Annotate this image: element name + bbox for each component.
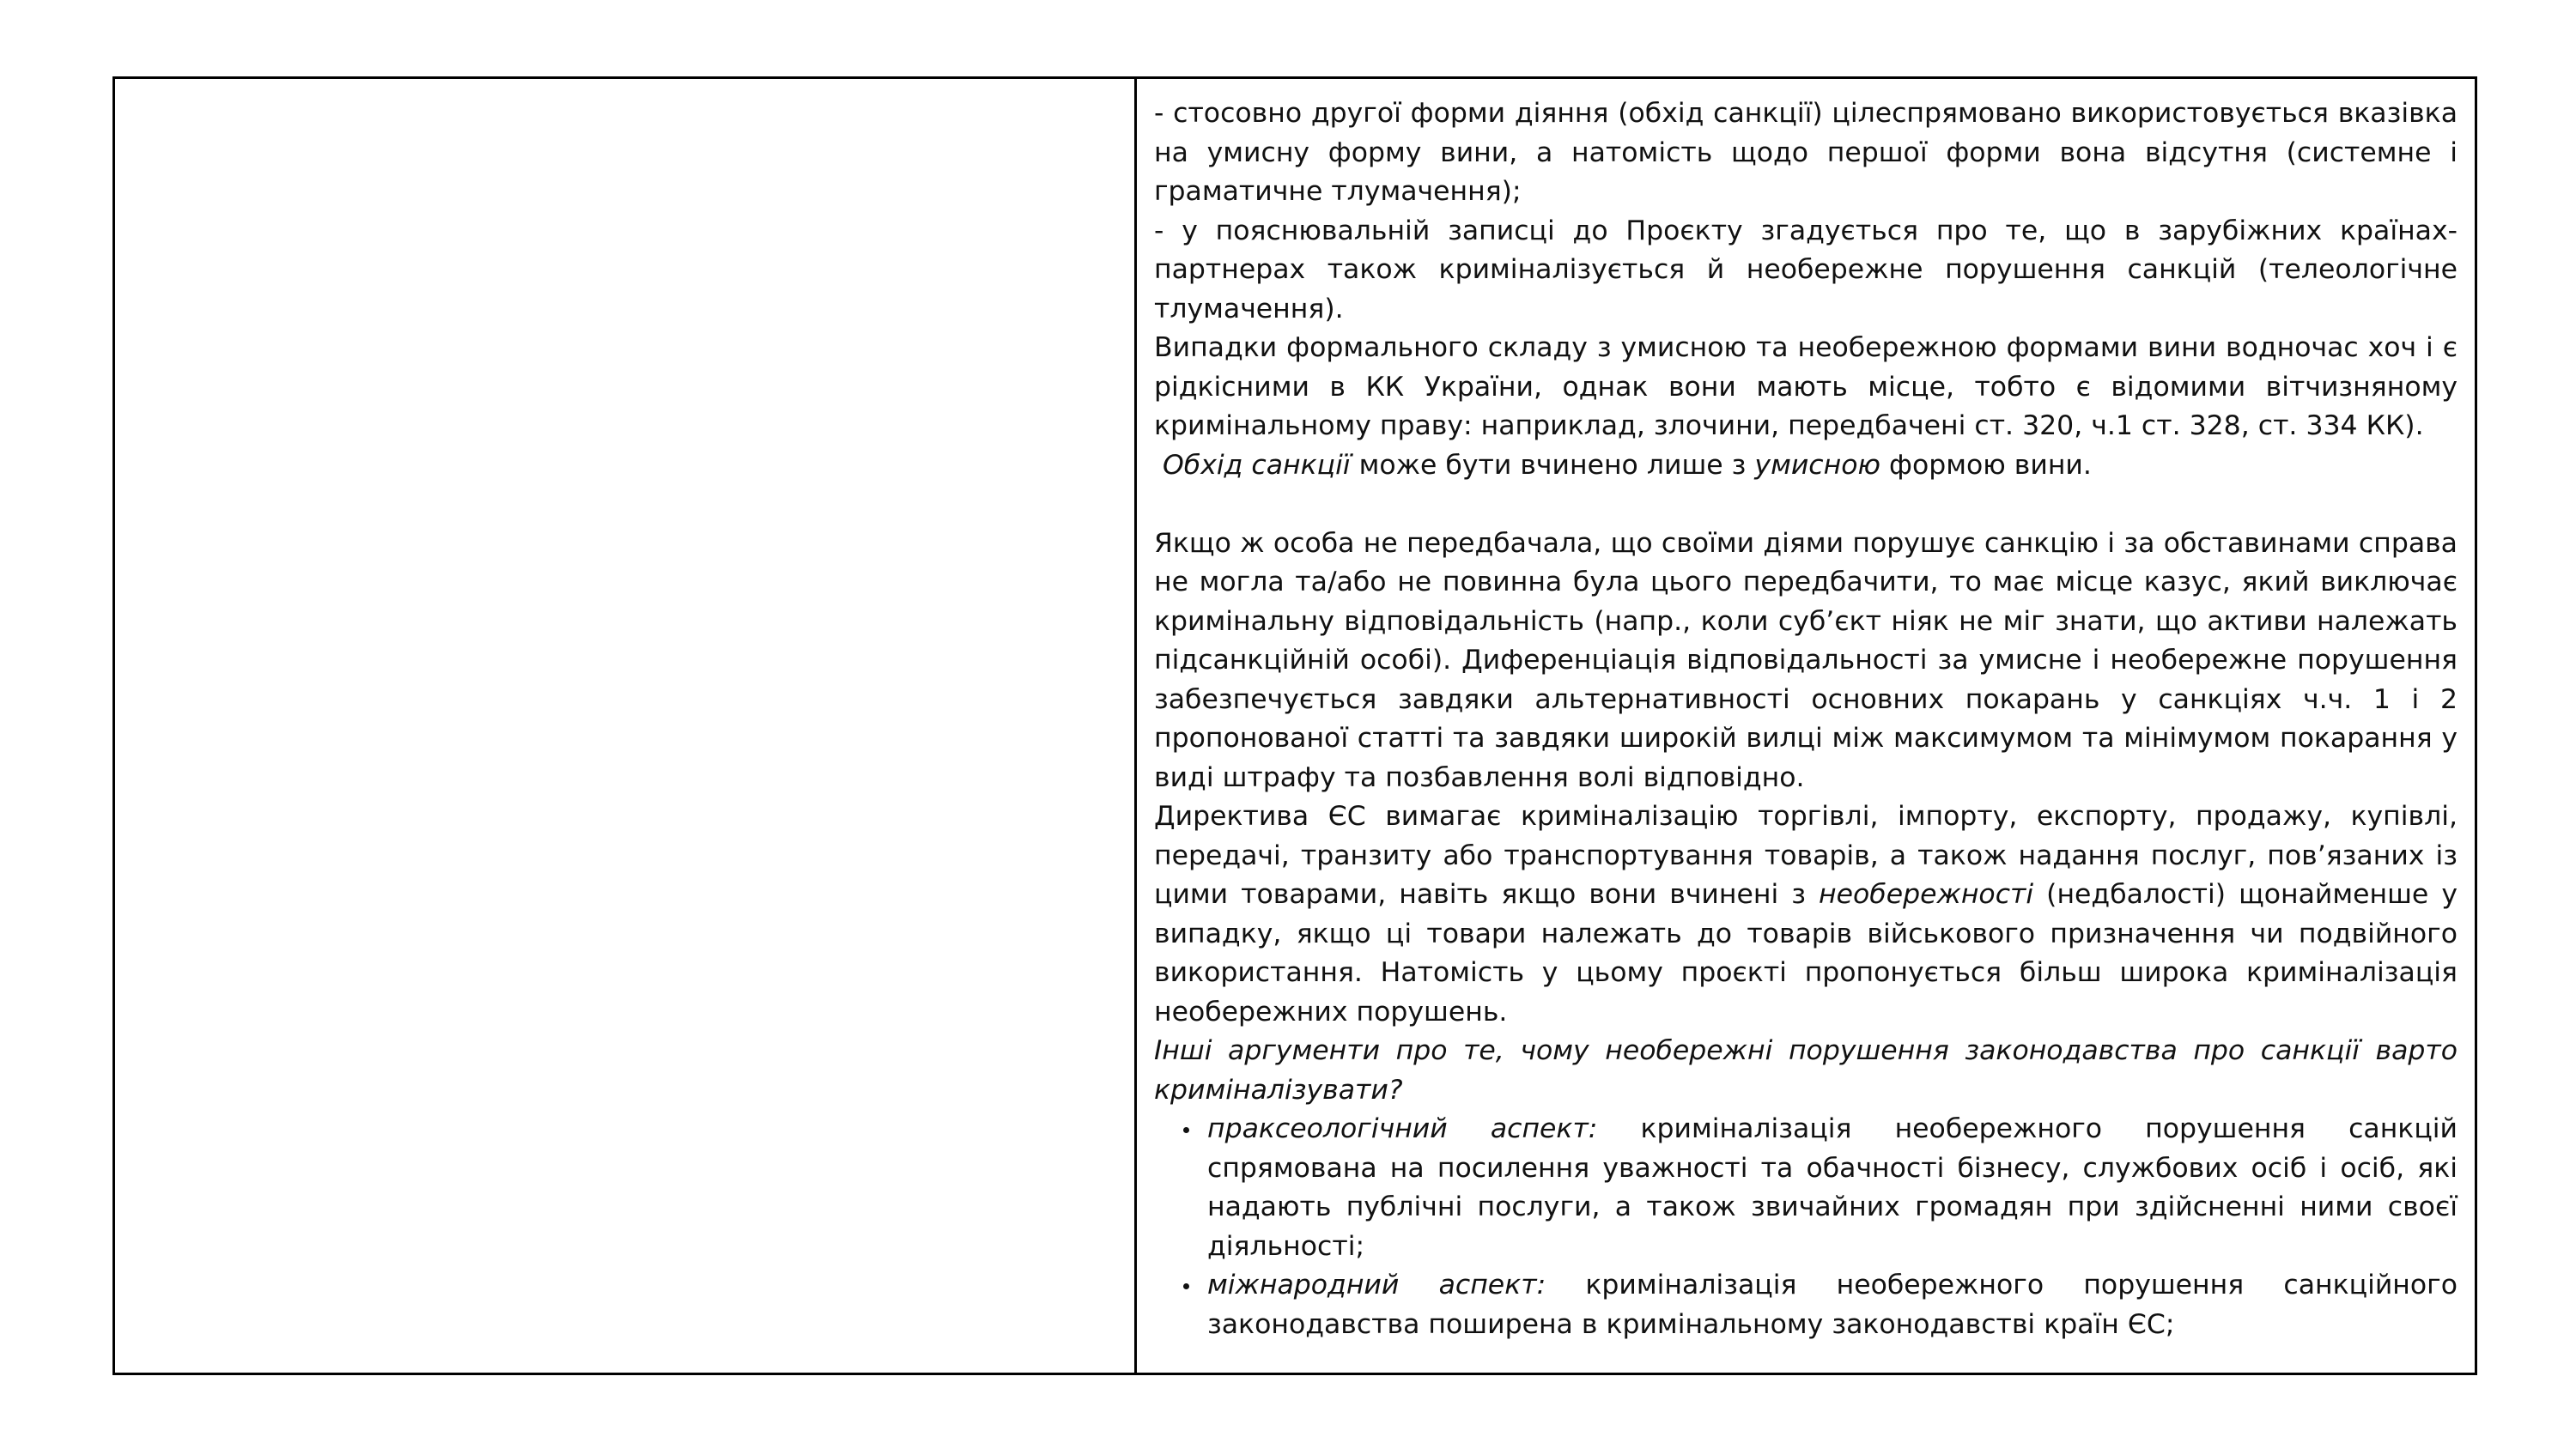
- table-cell-right: [1137, 79, 2475, 1373]
- blank-line: [1154, 485, 2458, 524]
- bullet-label-international: міжнародний аспект:: [1207, 1270, 1546, 1300]
- text-circumvention-1: може бути вчинено лише з: [1350, 449, 1755, 481]
- text-circumvention-2: формою вини.: [1880, 449, 2092, 481]
- cell-text-body: [1154, 94, 2458, 1344]
- paragraph-formal-composition: Випадки формального складу з умисною та необережною формами вини водночас хоч і є рідкісними в КК України, однак вони мають місце, тобто є відомими вітчизняному кримінальному праву: наприклад, злочини, передбачені ст. 320, ч.1 ст. 328, ст. 334 КК).: [1154, 332, 2458, 441]
- text-directive-1: Директива ЄС вимагає криміналізацію торгівлі, імпорту, експорту, продажу, купівлі, передачі, транзиту або транспортування товарів, а також надання послуг, пов’язаних із цими товарами, навіть якщо вони вчинені з: [1154, 801, 2458, 910]
- italic-circumvention: Обхід санкції: [1163, 449, 1351, 481]
- paragraph-explanatory-note: - у пояснювальній записці до Проєкту згадується про те, що в зарубіжних країнах-партнерах також криміналізується й необережне порушення санкцій (телеологічне тлумачення).: [1154, 215, 2458, 324]
- list-item-praxeological: [1207, 1110, 2458, 1266]
- text-directive-2: (недбалості) щонайменше у випадку, якщо ці товари належать до товарів військового призначення чи подвійного використання. Натомість у цьому проєкті пропонується більш широка криміналізація необережних порушень.: [1154, 879, 2458, 1028]
- paragraph-form-two: - стосовно другої форми діяння (обхід санкції) цілеспрямовано використовується вказівка на умисну форму вини, а натомість щодо першої форми вона відсутня (системне і граматичне тлумачення);: [1154, 98, 2458, 207]
- paragraph-other-arguments: Інші аргументи про те, чому необережні порушення законодавства про санкції варто криміналізувати?: [1154, 1035, 2458, 1106]
- italic-intentional: умисною: [1754, 449, 1881, 481]
- bullet-text-praxeological: криміналізація необережного порушення санкцій спрямована на посилення уважності та обачності бізнесу, службових осіб і осіб, які надають публічні послуги, а також звичайних громадян при здійсненні ними своєї діяльності;: [1207, 1113, 2458, 1262]
- italic-negligence: необережності: [1819, 879, 2034, 910]
- list-item-international: [1207, 1266, 2458, 1344]
- bullet-text-international: криміналізація необережного порушення санкційного законодавства поширена в кримінальному законодавстві країн ЄС;: [1207, 1270, 2458, 1340]
- paragraph-eu-directive: [1154, 797, 2458, 1032]
- paragraph-casus: Якщо ж особа не передбачала, що своїми діями порушує санкцію і за обставинами справа не могла та/або не повинна була цього передбачити, то має місце казус, який виключає кримінальну відповідальність (напр., коли суб’єкт ніяк не міг знати, що активи належать підсанкційній особі). Диференціація відповідальності за умисне і необережне порушення забезпечується завдяки альтернативності основних покарань у санкціях ч.ч. 1 і 2 пропонованої статті та завдяки широкій вилці між максимумом та мінімумом покарання у виді штрафу та позбавлення волі відповідно.: [1154, 527, 2458, 793]
- paragraph-circumvention: [1154, 446, 2458, 486]
- table-cell-left: [115, 79, 1137, 1373]
- arguments-list: [1154, 1110, 2458, 1344]
- bullet-label-praxeological: праксеологічний аспект:: [1207, 1113, 1598, 1144]
- document-table: [112, 76, 2477, 1375]
